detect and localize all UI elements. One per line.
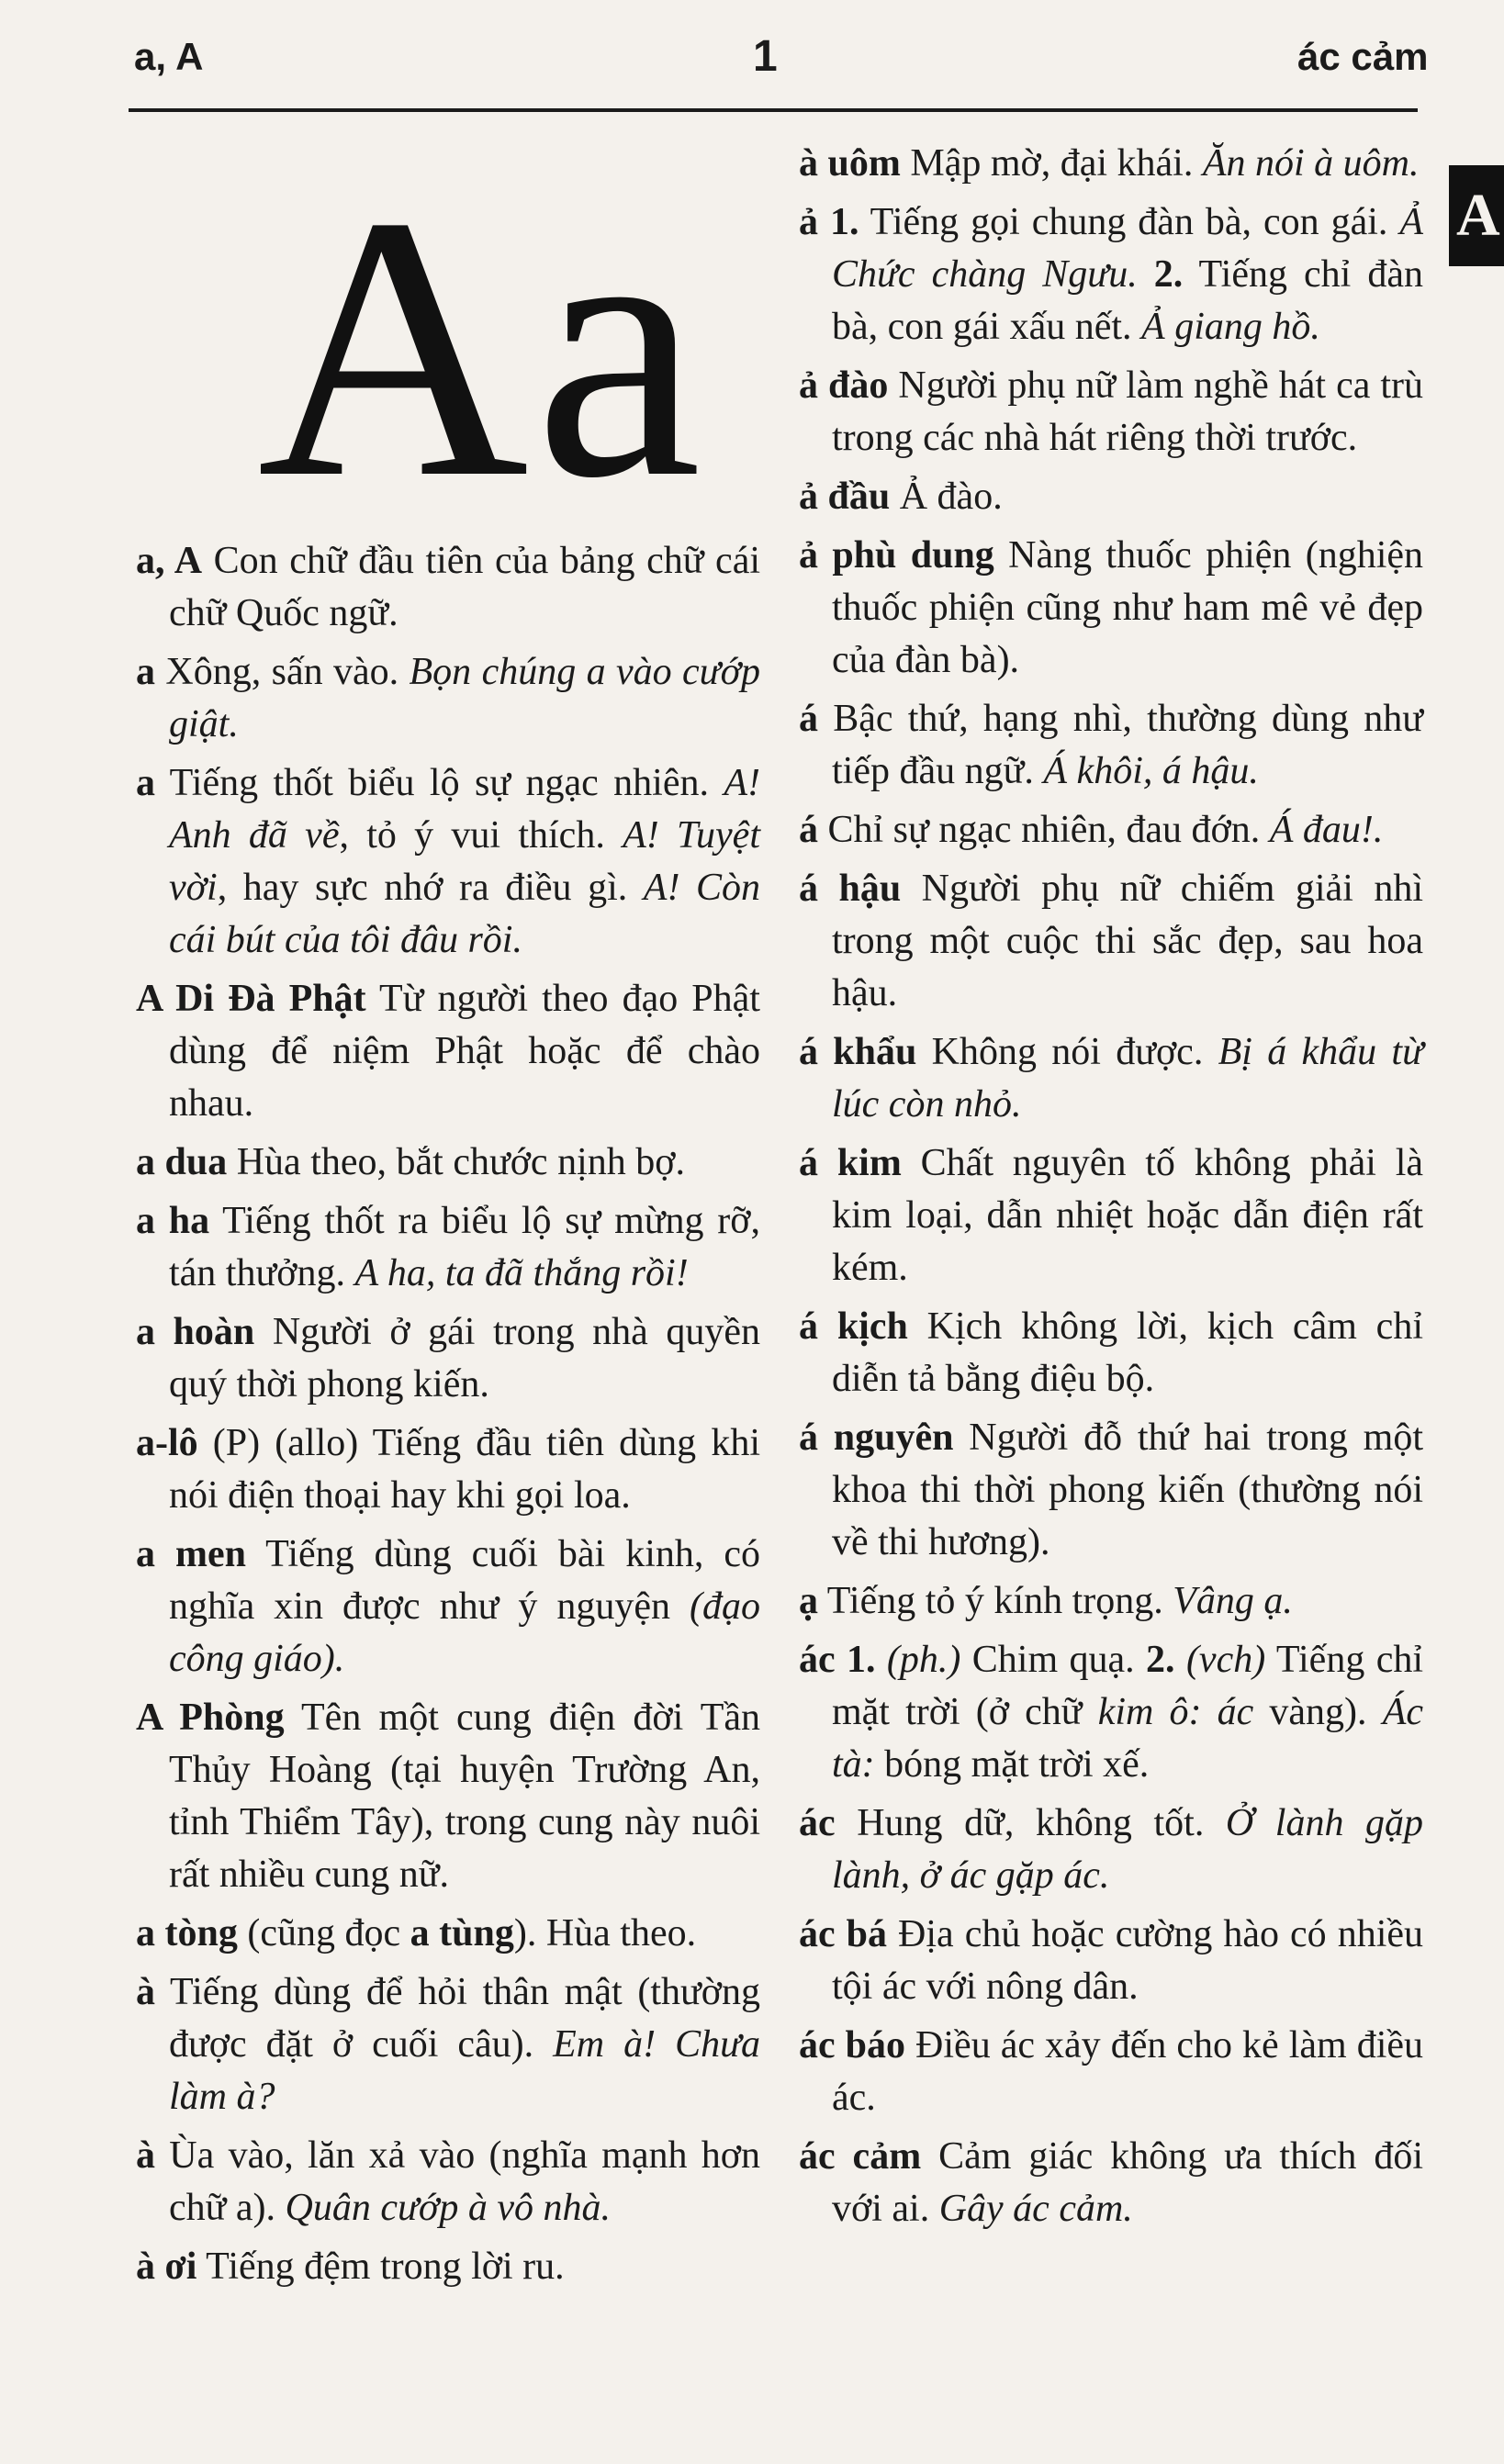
definition-text: Hung dữ, không tốt.	[835, 1802, 1226, 1844]
example-text: Bị á khẩu từ lúc còn nhỏ.	[832, 1031, 1423, 1126]
example-text: A! Tuyệt vời	[169, 814, 760, 909]
dictionary-entry	[799, 530, 1423, 687]
dictionary-entry	[799, 863, 1423, 1020]
definition-text: vàng).	[1253, 1691, 1383, 1733]
headword: ả đào	[799, 364, 889, 407]
example-text: A! Còn cái bút của tôi đâu rồi.	[169, 867, 761, 961]
definition-text: (P) (allo) Tiếng đầu tiên dùng khi nói điện thoại hay khi gọi loa.	[169, 1422, 760, 1517]
guide-word-left: a, A	[134, 35, 204, 78]
dictionary-entry	[799, 693, 1423, 798]
dictionary-entry	[136, 1195, 760, 1300]
definition-text: Chim quạ.	[960, 1639, 1147, 1681]
header-rule	[129, 108, 1418, 112]
headword: á kim	[799, 1142, 902, 1184]
definition-text: Cảm giác không ưa thích đối với ai.	[832, 2135, 1423, 2230]
definition-text: Con chữ đầu tiên của bảng chữ cái chữ Quốc ngữ.	[169, 540, 760, 634]
dictionary-entry	[799, 1909, 1423, 2013]
dictionary-entry	[799, 1026, 1423, 1131]
dictionary-entry	[799, 1137, 1423, 1294]
example-text: Quân cướp à vô nhà.	[285, 2187, 611, 2229]
headword: a ha	[136, 1200, 210, 1242]
headword: ả đầu	[799, 476, 891, 518]
dictionary-entry	[136, 1966, 760, 2123]
thumb-index-tab: A	[1449, 165, 1504, 266]
headword: à	[136, 2134, 155, 2177]
definition-text: , tỏ ý vui thích.	[339, 814, 623, 857]
headword: á	[799, 809, 818, 851]
definition-text: Từ người theo đạo Phật dùng để niệm Phật hoặc để chào nhau.	[169, 978, 760, 1125]
headword: ác báo	[799, 2024, 906, 2066]
definition-text: Người phụ nữ làm nghề hát ca trù trong các nhà hát riêng thời trước.	[832, 364, 1424, 459]
definition-text: Tiếng dùng để hỏi thân mật (thường được đặt ở cuối câu).	[155, 1971, 760, 2066]
example-text: Gây ác cảm.	[938, 2188, 1133, 2230]
headword: A Phòng	[136, 1697, 285, 1739]
definition-text: bóng mặt trời xế.	[874, 1743, 1150, 1786]
definition-text: (cũng đọc	[237, 1912, 410, 1954]
definition-text: Người phụ nữ chiếm giải nhì trong một cuộc thi sắc đẹp, sau hoa hậu.	[832, 868, 1423, 1014]
example-text: Á khôi, á hậu.	[1043, 750, 1259, 792]
dictionary-entry	[799, 196, 1423, 353]
headword: à uôm	[799, 142, 901, 185]
headword: ả	[799, 201, 818, 243]
dictionary-entry	[136, 1692, 760, 1901]
headword: á nguyên	[799, 1417, 954, 1459]
headword: 2.	[1153, 253, 1184, 296]
dictionary-entry	[136, 2130, 760, 2234]
dictionary-entry	[799, 360, 1423, 465]
headword: ác bá	[799, 1913, 888, 1955]
section-letter: Aa	[257, 139, 708, 555]
definition-text: Người ở gái trong nhà quyền quý thời phong kiến.	[169, 1311, 761, 1406]
headword: ác 1.	[799, 1639, 876, 1681]
headword: ả phù dung	[799, 534, 994, 577]
headword: a	[136, 762, 155, 804]
definition-text: Hùa theo, bắt chước nịnh bợ.	[227, 1141, 685, 1183]
example-text: Bọn chúng a vào cướp giật.	[169, 651, 760, 745]
headword: a tòng	[136, 1912, 238, 1954]
headword: a tùng	[410, 1912, 514, 1954]
dictionary-entry	[799, 1575, 1423, 1628]
example-text: (ph.)	[886, 1639, 961, 1681]
dictionary-entry	[799, 1798, 1423, 1902]
example-text: kim ô: ác	[1097, 1691, 1254, 1733]
definition-text: Chỉ sự ngạc nhiên, đau đớn.	[818, 809, 1270, 851]
definition-text: Tiếng tỏ ý kính trọng.	[818, 1580, 1173, 1622]
definition-text: Điều ác xảy đến cho kẻ làm điều ác.	[832, 2024, 1424, 2119]
example-text: Vâng ạ.	[1173, 1580, 1293, 1622]
definition-text: Tiếng chỉ mặt trời (ở chữ	[832, 1639, 1424, 1733]
headword: á	[799, 698, 818, 740]
guide-word-right: ác cảm	[1297, 35, 1429, 78]
definition-text: Tiếng dùng cuối bài kinh, có nghĩa xin được như ý nguyện	[169, 1533, 760, 1628]
example-text: Ăn nói à uôm.	[1202, 142, 1420, 185]
definition-text	[818, 201, 830, 243]
headword: á khẩu	[799, 1031, 917, 1073]
headword: a hoàn	[136, 1311, 255, 1353]
definition-text: Người đỗ thứ hai trong một khoa thi thời phong kiến (thường nói về thi hương).	[832, 1417, 1423, 1563]
headword: ạ	[799, 1580, 818, 1622]
dictionary-entry	[799, 138, 1423, 190]
dictionary-entry	[799, 471, 1423, 523]
definition-text	[1175, 1639, 1186, 1681]
dictionary-entry	[136, 1306, 760, 1411]
example-text: Á đau!.	[1269, 809, 1384, 851]
headword: a dua	[136, 1141, 228, 1183]
definition-text: Tiếng đệm trong lời ru.	[196, 2246, 565, 2288]
headword: a	[136, 651, 155, 693]
definition-text: Tiếng gọi chung đàn bà, con gái.	[859, 201, 1400, 243]
headword: A Di Đà Phật	[136, 978, 366, 1020]
dictionary-entry	[136, 2241, 760, 2293]
example-text: Ác tà:	[832, 1691, 1423, 1786]
headword: a-lô	[136, 1422, 198, 1464]
headword: á hậu	[799, 868, 902, 910]
example-text: Em à! Chưa làm à?	[169, 2023, 760, 2118]
dictionary-entry	[799, 1412, 1423, 1569]
dictionary-entry	[799, 1301, 1423, 1406]
dictionary-entry	[799, 804, 1423, 857]
definition-text: Nàng thuốc phiện (nghiện thuốc phiện cũng như ham mê vẻ đẹp của đàn bà).	[832, 534, 1424, 681]
dictionary-entry	[136, 1908, 760, 1960]
definition-text: Mập mờ, đại khái.	[900, 142, 1203, 185]
example-text: Ở lành gặp lành, ở ác gặp ác.	[832, 1802, 1424, 1897]
example-text: (đạo công giáo).	[169, 1585, 760, 1680]
definition-text: Không nói được.	[916, 1031, 1218, 1073]
definition-text: Ả đào.	[890, 476, 1003, 518]
dictionary-entry	[799, 2131, 1423, 2235]
example-text: Ả Chức chàng Ngưu.	[832, 201, 1423, 296]
example-text: Ả giang hồ.	[1141, 306, 1320, 348]
headword: 1.	[829, 201, 859, 243]
dictionary-entry	[136, 646, 760, 751]
headword: a men	[136, 1533, 246, 1575]
definition-text: Tiếng chỉ đàn bà, con gái xấu nết.	[832, 253, 1423, 348]
headword: 2.	[1146, 1639, 1175, 1681]
headword: ác	[799, 1802, 836, 1844]
definition-text: ). Hùa theo.	[513, 1912, 697, 1954]
definition-text: Kịch không lời, kịch câm chỉ diễn tả bằng điệu bộ.	[832, 1305, 1423, 1400]
definition-text: Xông, sấn vào.	[155, 651, 410, 693]
example-text: A ha, ta đã thắng rồi!	[354, 1252, 689, 1294]
definition-text: Địa chủ hoặc cường hào có nhiều tội ác với nông dân.	[832, 1913, 1423, 2008]
right-column	[799, 138, 1423, 2242]
dictionary-entry	[799, 1634, 1423, 1791]
definition-text: Ùa vào, lăn xả vào (nghĩa mạnh hơn chữ a).	[155, 2134, 760, 2229]
dictionary-entry	[799, 2020, 1423, 2124]
definition-text: Bậc thứ, hạng nhì, thường dùng như tiếp đầu ngữ.	[818, 698, 1423, 792]
headword: á kịch	[799, 1305, 908, 1348]
dictionary-entry	[136, 757, 760, 967]
headword: ác cảm	[799, 2135, 922, 2178]
dictionary-entry	[136, 535, 760, 640]
definition-text: Tên một cung điện đời Tần Thủy Hoàng (tại huyện Trường An, tỉnh Thiểm Tây), trong cung này nuôi rất nhiều cung nữ.	[169, 1697, 761, 1896]
dictionary-entry	[136, 1137, 760, 1189]
definition-text	[876, 1639, 887, 1681]
dictionary-entry	[136, 973, 760, 1130]
example-text: A! Anh đã về	[169, 762, 760, 857]
definition-text	[1138, 253, 1154, 296]
definition-text: Tiếng thốt ra biểu lộ sự mừng rỡ, tán thưởng.	[169, 1200, 760, 1294]
definition-text: Tiếng thốt biểu lộ sự ngạc nhiên.	[155, 762, 724, 804]
left-column	[136, 535, 760, 2300]
headword: à ơi	[136, 2246, 197, 2288]
dictionary-entry	[136, 1529, 760, 1686]
definition-text: , hay sực nhớ ra điều gì.	[217, 867, 644, 909]
headword: à	[136, 1971, 155, 2013]
page-number: 1	[753, 32, 778, 81]
definition-text: Chất nguyên tố không phải là kim loại, dẫn nhiệt hoặc dẫn điện rất kém.	[832, 1142, 1424, 1289]
headword: a, A	[136, 540, 203, 582]
dictionary-entry	[136, 1417, 760, 1522]
example-text: (vch)	[1185, 1639, 1266, 1681]
